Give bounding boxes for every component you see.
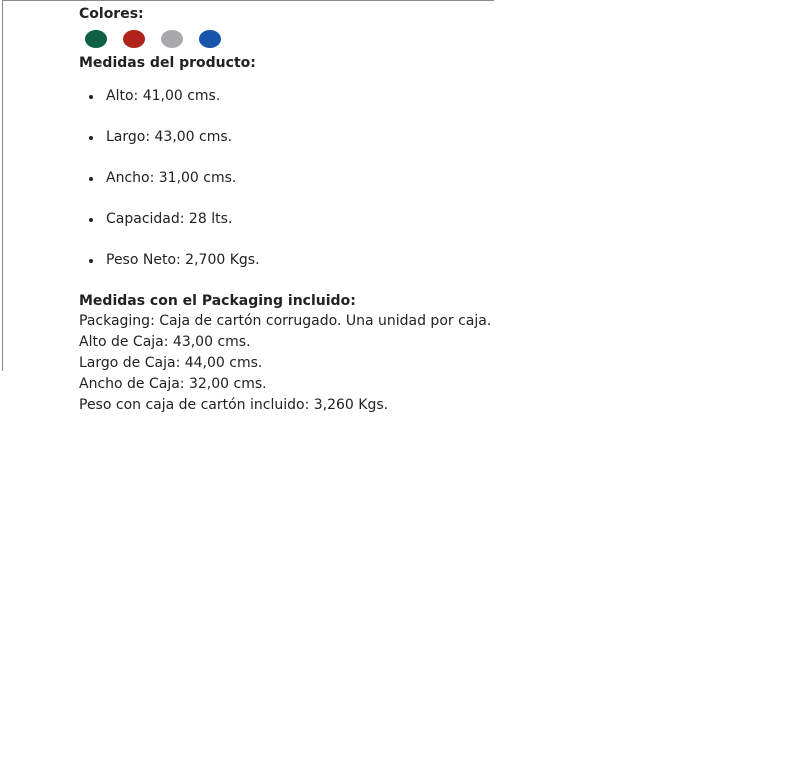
frame-left-border [2,0,3,371]
color-swatches [85,30,779,50]
packaging-line: Peso con caja de cartón incluido: 3,260 Kgs. [79,397,389,413]
frame-top-border [2,0,494,1]
colors-heading: Colores: [79,6,144,22]
packaging-line: Ancho de Caja: 32,00 cms. [79,376,267,392]
color-swatch-red[interactable] [123,30,145,48]
product-measures-heading: Medidas del producto: [79,55,256,71]
packaging-line: Alto de Caja: 43,00 cms. [79,334,251,350]
packaging-line: Largo de Caja: 44,00 cms. [79,355,263,371]
list-item: Capacidad: 28 lts. [89,210,779,229]
product-details [79,5,779,416]
color-swatch-blue[interactable] [199,30,221,48]
packaging-line: Packaging: Caja de cartón corrugado. Una unidad por caja. [79,313,492,329]
packaging-heading: Medidas con el Packaging incluido: [79,293,356,309]
color-swatch-green[interactable] [85,30,107,48]
list-item: Largo: 43,00 cms. [89,128,779,147]
product-measures-list [79,87,779,270]
color-swatch-grey[interactable] [161,30,183,48]
list-item: Peso Neto: 2,700 Kgs. [89,251,779,270]
list-item: Ancho: 31,00 cms. [89,169,779,188]
list-item: Alto: 41,00 cms. [89,87,779,106]
